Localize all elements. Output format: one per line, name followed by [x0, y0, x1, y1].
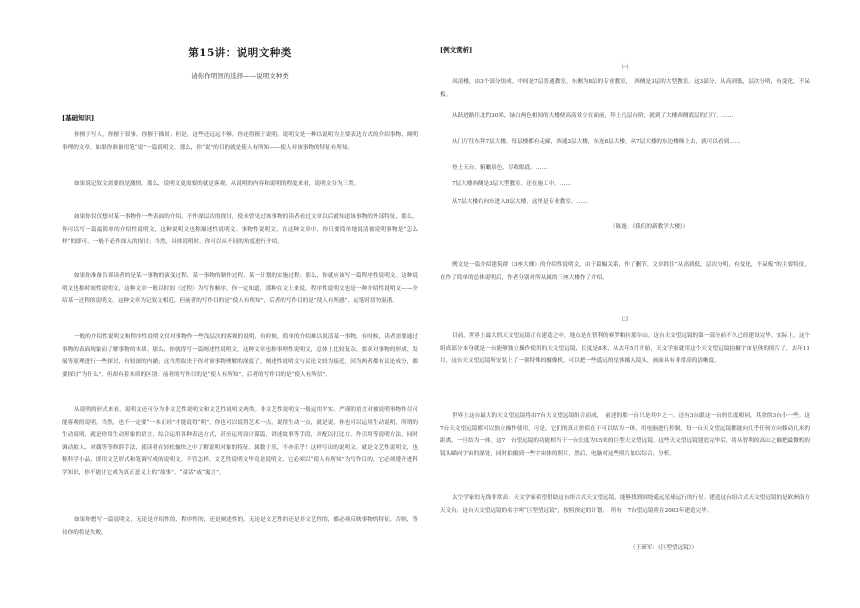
paragraph: 你擅于写人，你擅于叙事，你擅于描景；但是，这些还远远不够，你还得擅于说明。说明文是一种以说明为主要表达方式的介绍事物、阐明事理的文章。如果你准备用笔“说”一篇说明文，那么，你“说”的目的就是使人有所知——使人对该事物的特征有所知。 [62, 132, 418, 151]
paragraph: 如果你仅仅想对某一事物作一些表面的介绍，不作深层次的探讨，使未曾见过该事物的读者看过文章以后就知道该事物的外部特征，那么，你可以写一篇最简单的介绍性说明文，这种说明文也称描述性说明文。事物性说明文，在这种文章中，你只要简单地说清被说明事物是“怎么样”的即可，一般不必作深入的探讨；当然，具体说明时，你可以从不同的角度进行介绍。 [62, 214, 418, 246]
paragraph: 从说明的形式来看，说明文还可分为非文艺性说明文和文艺性说明文两类。非文艺性说明文一般运用平实、严谨的语言对被说明事物作尽可能客观的说明。当然，也不一定要“一本正经”才能说得“明”，你也可以说得艺术一点，说得生动一点，就是说，你也可以运用生动说明，所谓的生动说明，就是你用生动形象的语言，综合运用各种表达方式，甚至运用设计谋篇，讲述故事等手段，并配以打比方、作引用等说明方法，同时调动拟人、对偶等等修辞手法，使读者在轻松愉快之中了解说明对象的特征。属数于乐，不亦乐乎！这样写出的说明文，就是文艺性说明文，也称科学小品，即用文艺形式和笔调写成的说明文。不管怎样，文艺性说明文毕竟是说明文，它必须以“使人有所知”为写作目的，它必须遵介进科学知识，你不能让它成为真正意义上的“故事”、“童话”或“寓言”。 [62, 407, 418, 476]
example-line: 从7层大楼右向东进入8层大楼，这里是专业教室。…… [452, 199, 588, 205]
example-two-source: （王研军：《巨型望远镜》） [630, 545, 698, 551]
paragraph: 目前，世界上最大的天文望远镜正在建造之中，地点是在智利的赛罗帕拉那尔山。这台天文望远镜的第一部分前不久已经建设完毕。实际上，这个组成部分本身就是一台能够独立操作使用的天文望远镜，长度是8米，从去年5月开始，天文学家就用这个天文望远镜拍摄宇宙星体的照片了。去年11月，这台天文望远镜所安装上了一架特殊的摄像机，可以把一些遥远的星体摄入镜头，画面具有非常高的清晰度。 [440, 333, 811, 365]
paragraph: 如果说记叙文需要的是激情，那么，说明文更需要的就是客观。从说明的内容和说明的程度来看，说明文分为三类。 [74, 181, 360, 187]
paragraph: 如果你想写一篇说明文，无论是介绍性的、程序性的，还是阐述性的，无论是文艺性的还是非文艺性的，都必须反映事物的特征，否则，等待你的将是失败。 [62, 517, 418, 536]
lesson-title: 第15讲：说明文种类 [188, 47, 292, 59]
paragraph: 如果你准备告诉读者的是某一事物的演变过程、某一事物的制作过程、某一计划的实施过程；那么，你就应该写一篇程序性说明文。这种说明文也称时间性说明文，这种文章一般以时间（过程）为写作顺序，你一定知道，那种在文上来说，程序性说明文也是一种介绍性说明文——介绍某一过程的说明文。这种文章为记叙文相近，但前者的写作目的是“使人有所知”，后者的写作目的是“使人有所感”，运笔时切勿混淆。 [62, 273, 418, 305]
example-two-marker: ㈡ [621, 316, 628, 323]
section-basic-knowledge: [基础知识] [62, 114, 95, 122]
lesson-subtitle: 请你作明智的选择——说明文种类 [191, 72, 289, 80]
section-example-analysis: [例文赏析] [440, 46, 473, 54]
example-one-source: （陈逸：《我们的新教学大楼》） [610, 224, 689, 230]
paragraph: 太空学家的无线非常高：天文学家希望借助这台组合式天文望远镜，能够找到围绕遥远星球运行的行星。建造这台组合式天文望远镜的是欧洲南方天文台，这台天文望远镜的名字叫“巨型望远镜”，按照预定的计划， 所有 7台望远镜将在2003年建造完毕。 [440, 495, 811, 514]
example-one-marker: ㈠ [621, 64, 628, 71]
example-line: 登上天台，俯瞰景色，尽收眼底。…… [452, 165, 548, 171]
example-line: 7层大楼西侧是3层大型教室，还在施工中。…… [452, 181, 571, 187]
paragraph: 一般的介绍性说明文和程序性说明文仅对事物作一些浅层次的客观的说明，有时候，简单的介绍难以说清某一事物，有时候，读者需要通过事物的表面现象而了解事物的本质；那么，你就得写一篇阐述性说明文。这种文章也称事理性说明文，总体上比较复杂，要求对事物的形成、发展等原理进行一些探讨，有较深的内涵；这当然取决于你对该事物理解的深度了。阐述性说明文与议论文较为接近，因为两者都有议论成分，都要探讨“为什么”，但却有着本质的区别：前者的写作目的是“使人有所知”，后者的写作目的是“使人有所信”。 [62, 334, 418, 378]
example-line: 从门厅往东拜7层大楼，每层楼都有走廊，西通3层大楼，东连8层大楼。从7层大楼的东边楼梯上去，就可以看到…… [452, 139, 741, 145]
example-line: 从跃进路往北约30米，绿白两色相间的大楼便高高耸立在面前，拜上几层台阶，就到了大楼西侧底层的门厅。…… [452, 113, 734, 119]
example-one-comment: 例文是一篇介绍建筑群（3座大楼）的介绍性说明文，由于篇幅关系，作了删节。文章抓住“从高到低，层次分明，有变化，不呆板”的主要特征，在作了简单的总体说明后，作者分别对所从属的三座大楼作了介绍。 [440, 262, 810, 281]
example-line: 凤凌楼，由3个部分组成。中间是7层普通教室，东侧为8层的专业教室， 西侧是3层的大型教室。这3部分，从高到低，层次分明，有变化，不呆板。 [440, 79, 810, 98]
paragraph: 世界上这台最大的天文望远镜将由7台天文望远镜组合而成， 前述的那一台只是其中之一，还有3台跟这一台的长度相同，其余的3台小一些。这7台天文望远镜都可以独立操作使用，可是，它们的真正价值在于可以结为一体，用电脑进行控制。每一台天文望远镜都能向几乎任何方向移动几米的距离，一旦结为一体，这7 台望远镜的功能相当于一台长度为15米的巨型天文望远镜。这些天文望远镜建造完毕后，将从智利的高山之巅把最微机的镜头瞄向宇宙的深处，同时拍摄到一些宇宙体的照片，然后，电脑对这些照片加以综合、分析。 [440, 413, 810, 457]
